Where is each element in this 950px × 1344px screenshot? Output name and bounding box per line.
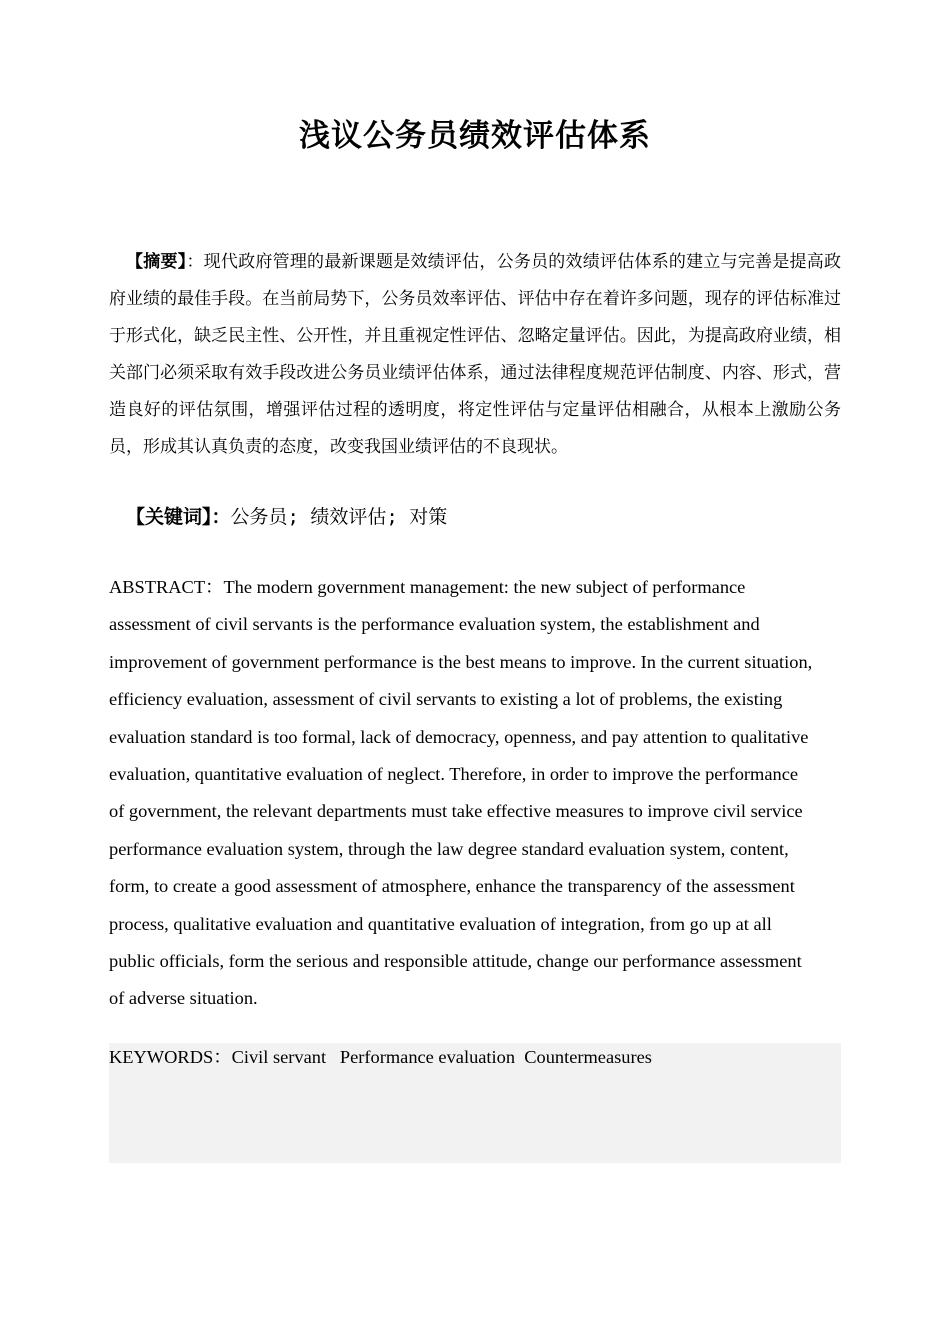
english-abstract	[109, 569, 845, 1018]
english-keywords: KEYWORDS：Civil servant Performance evaluation Countermeasures	[109, 1047, 652, 1067]
chinese-keywords	[126, 500, 841, 534]
english-abstract-line: evaluation standard is too formal, lack of democracy, openness, and pay attention to qualitative	[109, 726, 809, 747]
abstract-separator: ：	[186, 252, 204, 272]
english-abstract-line: assessment of civil servants is the performance evaluation system, the establishment and	[109, 614, 760, 635]
page-title: 浅议公务员绩效评估体系	[299, 118, 651, 154]
keywords-text: 公务员; 绩效评估; 对策	[230, 506, 448, 528]
english-abstract-line: form, to create a good assessment of atmosphere, enhance the transparency of the assessment	[109, 876, 795, 897]
abstract-label: 【摘要】	[126, 252, 187, 272]
chinese-abstract	[109, 244, 841, 466]
english-abstract-line: of government, the relevant departments must take effective measures to improve civil service	[109, 801, 803, 822]
english-abstract-line: process, qualitative evaluation and quantitative evaluation of integration, from go up at all	[109, 913, 772, 934]
english-abstract-line: performance evaluation system, through the law degree standard evaluation system, content,	[109, 838, 789, 859]
keywords-label: 【关键词】：	[126, 506, 231, 528]
english-abstract-line: public officials, form the serious and responsible attitude, change our performance assessment	[109, 951, 802, 972]
english-abstract-line: ABSTRACT：The modern government management: the new subject of performance	[109, 577, 746, 597]
english-abstract-line: of adverse situation.	[109, 988, 258, 1009]
abstract-text: 现代政府管理的最新课题是效绩评估，公务员的效绩评估体系的建立与完善是提高政府业绩的最佳手段。在当前局势下，公务员效率评估、评估中存在着许多问题，现存的评估标准过于形式化，缺乏民主性、公开性，并且重视定性评估、忽略定量评估。因此，为提高政府业绩，相关部门必须采取有效手段改进公务员业绩评估体系，通过法律程度规范评估制度、内容、形式，营造良好的评估氛围，增强评估过程的透明度，将定性评估与定量评估相融合，从根本上激励公务员，形成其认真负责的态度，改变我国业绩评估的不良现状。	[109, 252, 842, 457]
english-abstract-line: evaluation, quantitative evaluation of neglect. Therefore, in order to improve the performance	[109, 764, 799, 785]
english-abstract-line: efficiency evaluation, assessment of civil servants to existing a lot of problems, the existing	[109, 689, 783, 710]
english-abstract-line: improvement of government performance is the best means to improve. In the current situation,	[109, 651, 813, 672]
